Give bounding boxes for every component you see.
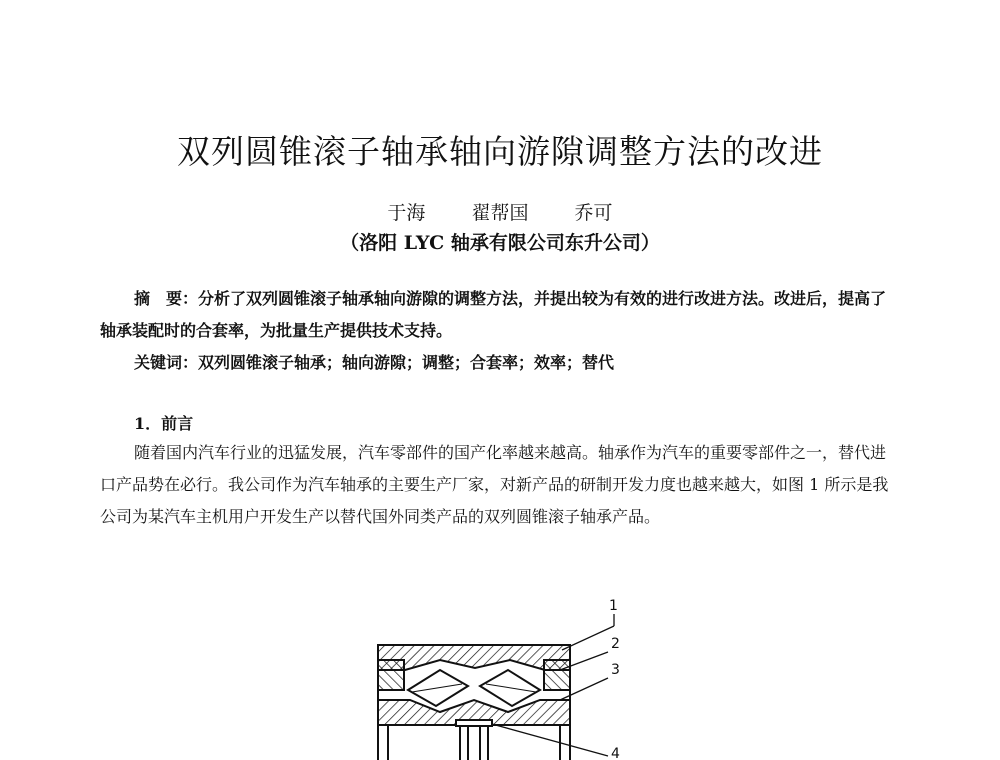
- section-heading: 1．前言: [134, 414, 194, 433]
- author-name: 乔可: [574, 202, 613, 224]
- author-name: 翟帮国: [471, 202, 529, 224]
- author-name: 于海: [387, 202, 426, 224]
- callout-label: 4: [611, 746, 620, 760]
- keywords-label: 关键词：: [134, 353, 199, 372]
- callout-label: 3: [611, 662, 620, 678]
- seal-left: [378, 660, 404, 690]
- callout-label: 1: [609, 598, 618, 614]
- spacer: [456, 720, 492, 726]
- callout-4-leader: [492, 724, 608, 756]
- affiliation: （洛阳 LYC 轴承有限公司东升公司）: [340, 232, 660, 254]
- callout-label: 2: [611, 636, 620, 652]
- callout-1-leader: [562, 626, 614, 650]
- seal-right: [544, 660, 570, 690]
- section-body: 随着国内汽车行业的迅猛发展，汽车零部件的国产化率越来越高。轴承作为汽车的重要零部件之一，替代进口产品势在必行。我公司作为汽车轴承的主要生产厂家，对新产品的研制开发力度也越来越大，如图 1 所示是我公司为某汽车主机用户开发生产以替代国外同类产品的双列圆锥滚子轴承产品。: [100, 443, 889, 526]
- outer-ring: [378, 645, 570, 670]
- abstract-label: 摘 要：: [134, 289, 199, 308]
- page-title: 双列圆锥滚子轴承轴向游隙调整方法的改进: [177, 132, 823, 171]
- abstract-text: 分析了双列圆锥滚子轴承轴向游隙的调整方法，并提出较为有效的进行改进方法。改进后，提高了轴承装配时的合套率，为批量生产提供技术支持。: [100, 289, 887, 340]
- bearing-cross-section: [378, 645, 570, 760]
- keywords-text: 双列圆锥滚子轴承；轴向游隙；调整；合套率；效率；替代: [198, 353, 615, 372]
